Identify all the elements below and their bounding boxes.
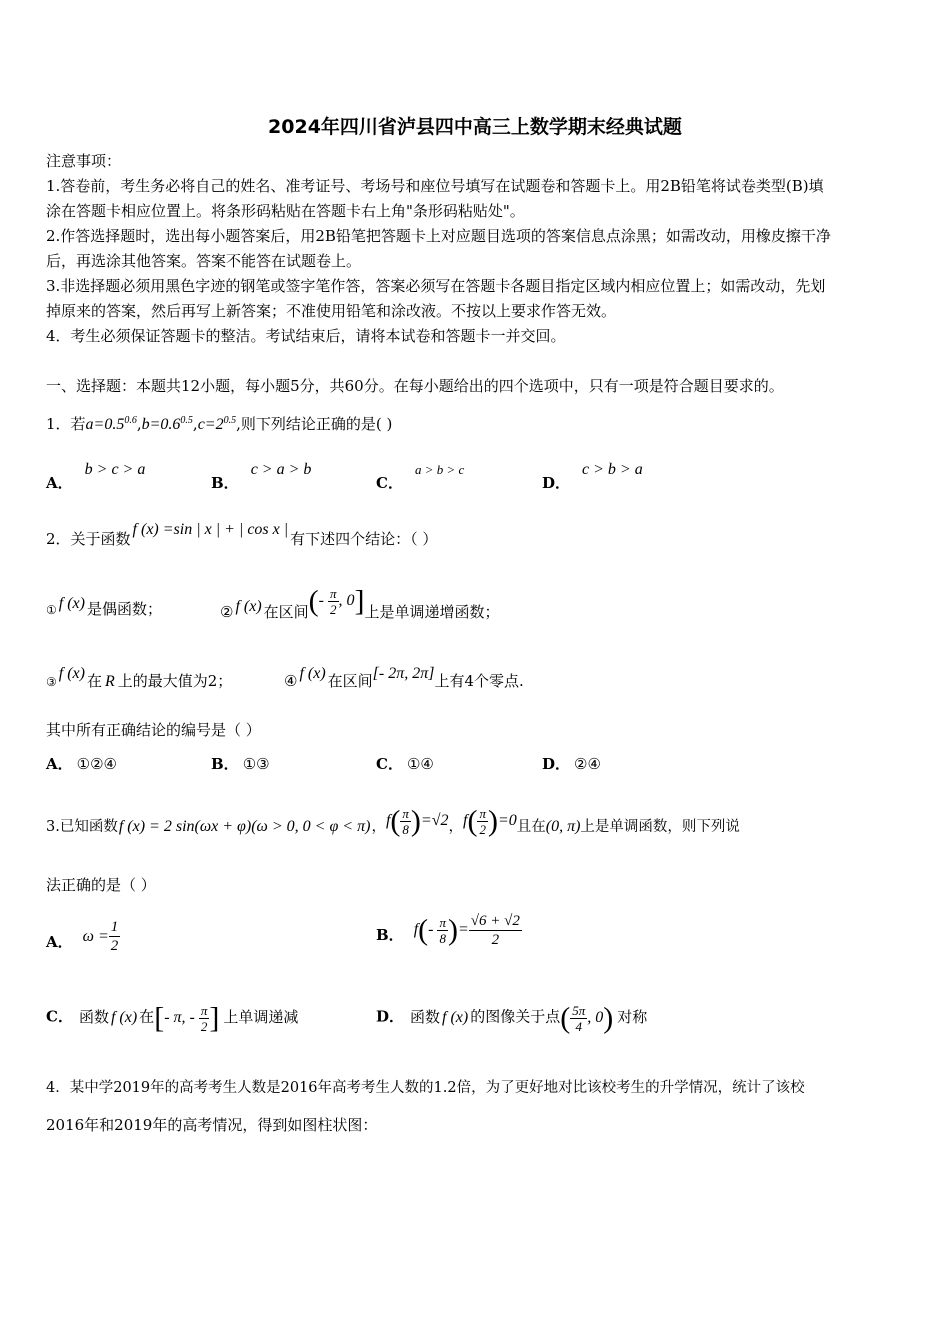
q1-option-c[interactable]: C．a > b > c: [376, 462, 465, 492]
q2-statement-4: ④ f (x) 在区间[- 2π, 2π]上有4个零点.: [284, 665, 524, 690]
notice-heading: 注意事项：: [46, 152, 122, 170]
question-3: 3.已知函数f (x) = 2 sin(ωx + φ)(ω > 0, 0 < φ < π)，f( $\frac{\pi}{8}$ )=√2，f( $\frac{\pi}{2}$ )=0且在(0, π)上是单调函数，则下列说: [46, 804, 740, 838]
q2-option-c[interactable]: C． ①④: [376, 755, 434, 773]
q3-option-c[interactable]: C． 函数 f (x) 在[- π, - $\frac{\pi}{2}$ ] 上单调递减: [46, 1001, 299, 1034]
notice-line: 掉原来的答案，然后再写上新答案；不准使用铅笔和涂改液。不按以上要求作答无效。: [46, 302, 617, 320]
q2-statement-3: ③ f (x) 在 R 上的最大值为2；: [46, 665, 233, 690]
q1-option-d[interactable]: D．c > b > a: [542, 461, 643, 492]
q2-option-d[interactable]: D． ②④: [542, 755, 601, 773]
notice-line: 1.答卷前，考生务必将自己的姓名、准考证号、考场号和座位号填写在试题卷和答题卡上。用2B铅笔将试卷类型(B)填: [46, 177, 824, 195]
page-title: 2024年四川省泸县四中高三上数学期末经典试题: [268, 116, 682, 138]
notice-line: 3.非选择题必须用黑色字迹的钢笔或签字笔作答，答案必须写在答题卡各题目指定区域内相应位置上；如需改动，先划: [46, 277, 826, 295]
q3-option-b[interactable]: B． f(- $\frac{\pi}{8}$ )= $\frac{√6 + √2}{2}$: [376, 913, 520, 948]
notice-line: 2.作答选择题时，选出每小题答案后，用2B铅笔把答题卡上对应题目选项的答案信息点涂黑；如需改动，用橡皮擦干净: [46, 227, 831, 245]
q2-ask: 其中所有正确结论的编号是（ ）: [46, 721, 261, 739]
q2-option-a[interactable]: A． ①②④: [46, 755, 117, 773]
question-2: 2．关于函数f (x) =sin | x | + | cos x |有下述四个结论：（ ）: [46, 521, 438, 548]
question-3-cont: 法正确的是（ ）: [46, 876, 156, 894]
notice-line: 4．考生必须保证答题卡的整洁。考试结束后，请将本试卷和答题卡一并交回。: [46, 327, 566, 345]
question-4: 4．某中学2019年的高考考生人数是2016年高考考生人数的1.2倍，为了更好地对比该校考生的升学情况，统计了该校: [46, 1080, 805, 1096]
section-heading: 一、选择题：本题共12小题，每小题5分，共60分。在每小题给出的四个选项中，只有一项是符合题目要求的。: [46, 377, 784, 395]
question-4-cont: 2016年和2019年的高考情况，得到如图柱状图：: [46, 1116, 378, 1134]
q1-option-b[interactable]: B．c > a > b: [211, 461, 312, 492]
q1-option-a[interactable]: A．b > c > a: [46, 461, 146, 492]
q2-statement-2: ② f (x) 在区间(- $\frac{\pi}{2}$ , 0]上是单调递增函数；: [220, 584, 500, 622]
q2-statement-1: ① f (x) 是偶函数；: [46, 595, 162, 618]
notice-line: 涂在答题卡相应位置上。将条形码粘贴在答题卡右上角"条形码粘贴处"。: [46, 202, 525, 220]
notice-line: 后，再选涂其他答案。答案不能答在试题卷上。: [46, 252, 362, 270]
q3-option-a[interactable]: A． ω = $\frac{1}{2}$: [46, 919, 119, 954]
q2-option-b[interactable]: B． ①③: [211, 755, 270, 773]
q3-option-d[interactable]: D． 函数 f (x) 的图像关于点( $\frac{5\pi}{4}$ , 0) 对称: [376, 1001, 648, 1034]
question-1: 1．若$a=0.5^{0.6},b=0.6^{0.5},c=2^{0.5}$,则下列结论正确的是( ): [46, 415, 393, 433]
